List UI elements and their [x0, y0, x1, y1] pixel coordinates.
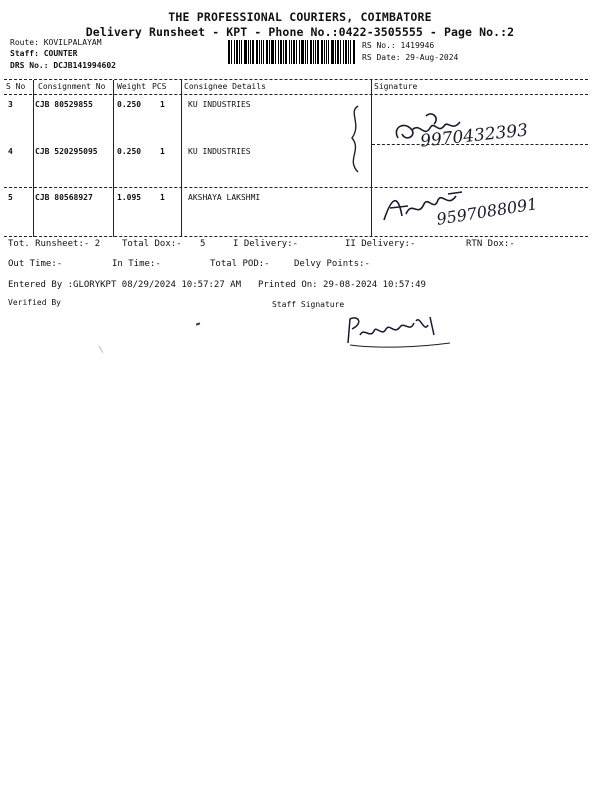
col-divider: [33, 80, 34, 237]
barcode-bar: [241, 40, 242, 64]
row-consignment: CJB 80529855: [35, 100, 93, 109]
stray-mark: [98, 343, 107, 353]
barcode-bar: [259, 40, 260, 64]
row-consignee: KU INDUSTRIES: [188, 100, 251, 109]
barcode-bar: [293, 40, 295, 64]
barcode-bar: [266, 40, 268, 64]
barcode-bar: [324, 40, 325, 64]
barcode-bar: [313, 40, 314, 64]
barcode-bar: [256, 40, 258, 64]
barcode-bar: [261, 40, 262, 64]
staff-signature-label: Staff Signature: [272, 300, 345, 309]
row-consignment: CJB 520295095: [35, 147, 98, 156]
table-top-rule: [4, 79, 588, 80]
row-weight: 0.250: [117, 147, 142, 156]
col-header-sno: S No: [6, 82, 26, 91]
drs-number: DRS No.: DCJB141994602: [10, 61, 116, 70]
barcode-bar: [289, 40, 290, 64]
total-pod: Total POD:-: [210, 259, 270, 269]
ii-delivery: II Delivery:-: [345, 239, 416, 249]
in-time: In Time:-: [112, 259, 161, 269]
company-title: THE PROFESSIONAL COURIERS, COIMBATORE: [168, 10, 432, 24]
signature-rule: [372, 144, 588, 145]
barcode-bar: [239, 40, 240, 64]
barcode-bar: [278, 40, 279, 64]
verified-by: Verified By: [8, 298, 61, 307]
delvy-points: Delvy Points:-: [294, 259, 370, 269]
row-weight: 0.250: [117, 100, 142, 109]
barcode-bar: [252, 40, 254, 64]
barcode-bar: [337, 40, 339, 64]
barcode-bar: [348, 40, 349, 64]
barcode-bar: [271, 40, 274, 64]
rs-number: RS No.: 1419946: [362, 41, 435, 50]
barcode-bar: [301, 40, 304, 64]
barcode-bar: [317, 40, 319, 64]
row-weight: 1.095: [117, 193, 142, 202]
barcode-bar: [305, 40, 306, 64]
barcode-bar: [331, 40, 334, 64]
barcode-bar: [234, 40, 235, 64]
barcode-bar: [350, 40, 351, 64]
row-pcs: 1: [160, 100, 165, 109]
col-header-consignment: Consignment No: [38, 82, 106, 91]
out-time: Out Time:-: [8, 259, 63, 269]
row-pcs: 1: [160, 193, 165, 202]
row-rule: [4, 187, 588, 188]
entered-by: Entered By :GLORYKPT 08/29/2024 10:57:27 AM: [8, 280, 241, 290]
barcode-bar: [321, 40, 323, 64]
barcode-bar: [353, 40, 355, 64]
barcode-bar: [231, 40, 232, 64]
barcode-bar: [228, 40, 230, 64]
staff-signature: [340, 313, 455, 349]
barcode-bar: [269, 40, 270, 64]
runsheet-title: Delivery Runsheet - KPT - Phone No.:0422-3505555 - Page No.:2: [85, 25, 515, 39]
rtn-dox: RTN Dox:-: [466, 239, 515, 249]
tot-runsheet: Tot. Runsheet:- 2: [8, 239, 101, 249]
barcode-bar: [299, 40, 300, 64]
row-pcs: 1: [160, 147, 165, 156]
route-label: Route: KOVILPALAYAM: [10, 38, 102, 47]
barcode-bar: [283, 40, 284, 64]
barcode: [228, 40, 356, 64]
col-header-weight: Weight: [117, 82, 146, 91]
barcode-bar: [315, 40, 316, 64]
total-dox: Total Dox:-: [122, 239, 182, 249]
col-header-pcs: PCS: [152, 82, 167, 91]
row-consignee: KU INDUSTRIES: [188, 147, 251, 156]
barcode-bar: [248, 40, 249, 64]
col-divider: [371, 80, 372, 237]
barcode-bar: [236, 40, 238, 64]
col-header-consignee: Consignee Details: [184, 82, 266, 91]
barcode-bar: [296, 40, 297, 64]
table-header-rule: [4, 94, 588, 95]
barcode-bar: [291, 40, 292, 64]
row-sno: 3: [8, 100, 13, 109]
row-consignment: CJB 80568927: [35, 193, 93, 202]
row-consignee: AKSHAYA LAKSHMI: [188, 193, 261, 202]
brace-mark: [340, 104, 370, 174]
row-sno: 4: [8, 147, 13, 156]
staff-label: Staff: COUNTER: [10, 49, 78, 58]
total-dox-value: 5: [200, 239, 206, 249]
barcode-bar: [250, 40, 251, 64]
printed-on: Printed On: 29-08-2024 10:57:49: [258, 280, 426, 290]
rs-date: RS Date: 29-Aug-2024: [362, 53, 459, 62]
col-divider: [113, 80, 114, 237]
barcode-bar: [328, 40, 329, 64]
barcode-bar: [244, 40, 247, 64]
barcode-bar: [275, 40, 276, 64]
barcode-bar: [280, 40, 282, 64]
barcode-bar: [340, 40, 341, 64]
col-divider: [181, 80, 182, 237]
barcode-bar: [263, 40, 264, 64]
barcode-bar: [310, 40, 312, 64]
handwritten-phone: 9597088091: [435, 194, 539, 229]
i-delivery: I Delivery:-: [233, 239, 299, 249]
col-header-signature: Signature: [374, 82, 418, 91]
stray-mark: [196, 322, 200, 325]
barcode-bar: [335, 40, 336, 64]
barcode-bar: [326, 40, 327, 64]
table-bottom-rule: [4, 236, 588, 237]
barcode-bar: [343, 40, 344, 64]
barcode-bar: [307, 40, 308, 64]
barcode-bar: [285, 40, 287, 64]
row-sno: 5: [8, 193, 13, 202]
barcode-bar: [345, 40, 347, 64]
handwritten-phone: 9970432393: [419, 120, 529, 152]
